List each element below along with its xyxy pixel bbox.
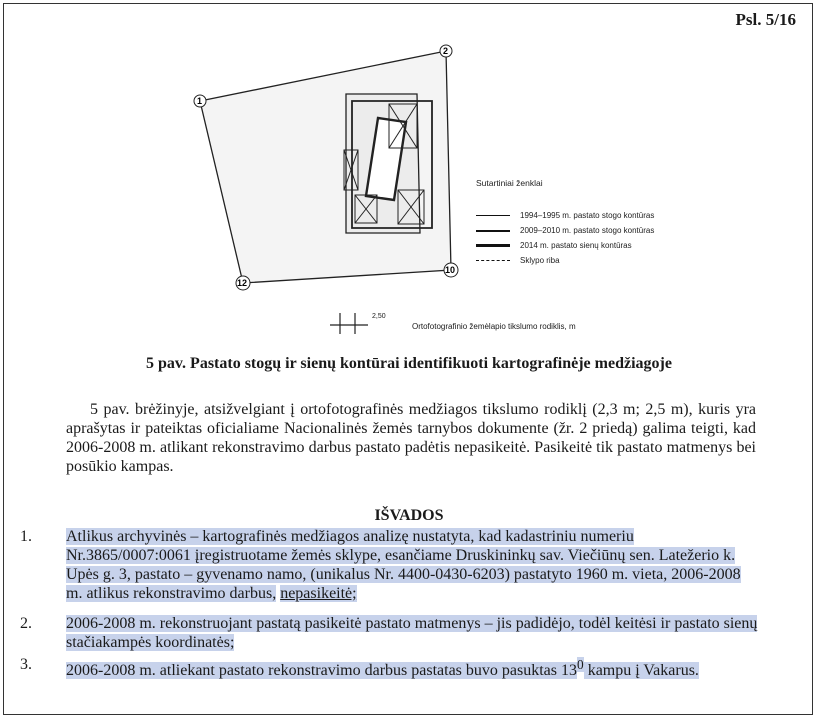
marker-12-label: 12: [237, 278, 248, 288]
paragraph-text: 5 pav. brėžinyje, atsižvelgiant į ortofotografinės medžiagos tikslumo rodiklį (2,3 m; 2,5 m), kuris yra aprašytas ir pateiktas oficialiame Nacionalinės žemės tarnybos dokumente (žr. 2 priedą) galima teigti, kad 2006-2008 m. atlikant rekonstravimo darbus pastato padėtis nepasikeitė. Pasikeitė tik pastato matmenys bei posūkio kampas.: [66, 401, 756, 475]
item-text: 2006-2008 m. rekonstruojant pastatą pasikeitė pastato matmenys – jis padidėjo, todėl keitėsi ir pastato sienų stačiakampės koordinatės;: [66, 615, 758, 651]
legend-label: 2014 m. pastato sienų kontūras: [520, 241, 632, 250]
legend-swatch: [476, 215, 510, 216]
legend-label: Sklypo riba: [520, 256, 560, 265]
item-text-wrap: [66, 655, 760, 680]
legend-title: Sutartiniai ženklai: [476, 178, 543, 188]
legend-swatch: [476, 244, 510, 247]
page-number: Psl. 5/16: [735, 10, 796, 29]
scale-label: Ortofotografinio žemėlapio tikslumo rodiklis, m: [412, 322, 576, 331]
item-text-tail: kampu į Vakarus.: [583, 662, 699, 680]
marker-1-label: 1: [197, 96, 203, 106]
marker-10-label: 10: [445, 265, 456, 275]
conclusions-heading: IŠVADOS: [374, 507, 444, 524]
scale-bar: [330, 313, 368, 334]
item-number: 1.: [20, 528, 32, 545]
legend-row: [476, 223, 654, 238]
legend-swatch: [476, 230, 510, 232]
legend-row: [476, 208, 654, 223]
item-text-wrap: [66, 614, 760, 652]
marker-2-label: 2: [443, 46, 449, 56]
legend-label: 2009–2010 m. pastato stogo kontūras: [520, 226, 655, 235]
legend-row: [476, 238, 654, 253]
degree-superscript: 0: [577, 657, 584, 672]
item-number: 3.: [20, 656, 32, 673]
caption-text: 5 pav. Pastato stogų ir sienų kontūrai identifikuoti kartografinėje medžiagoje: [146, 355, 672, 372]
body-paragraph: [66, 400, 756, 476]
item-text: Atlikus archyvinės – kartografinės medžiagos analizę nustatyta, kad kadastriniu numeriu Nr.3865/0007:0061 įregistruotame žemės sklype, esančiame Druskininkų sav. Viečiūnų sen. Latežerio k. Upės g. 3, pastato – gyvenamo namo, (unikalus Nr. 4400-0430-6203) pastatyto 1960 m. vieta, 2006-2008 m. atlikus rekonstravimo darbus,: [66, 528, 741, 602]
item-text-tail: nepasikeitė;: [280, 585, 357, 602]
legend-label: 1994–1995 m. pastato stogo kontūras: [520, 211, 655, 220]
legend-row: [476, 253, 654, 268]
figure-caption: [0, 355, 818, 373]
legend-swatch: [476, 260, 510, 261]
scale-value: 2,50: [372, 313, 386, 320]
item-number: 2.: [20, 615, 32, 632]
item-text-wrap: [66, 527, 760, 603]
plan-legend: [476, 178, 654, 268]
item-text: 2006-2008 m. atliekant pastato rekonstravimo darbus pastatas buvo pasuktas 13: [66, 662, 578, 680]
